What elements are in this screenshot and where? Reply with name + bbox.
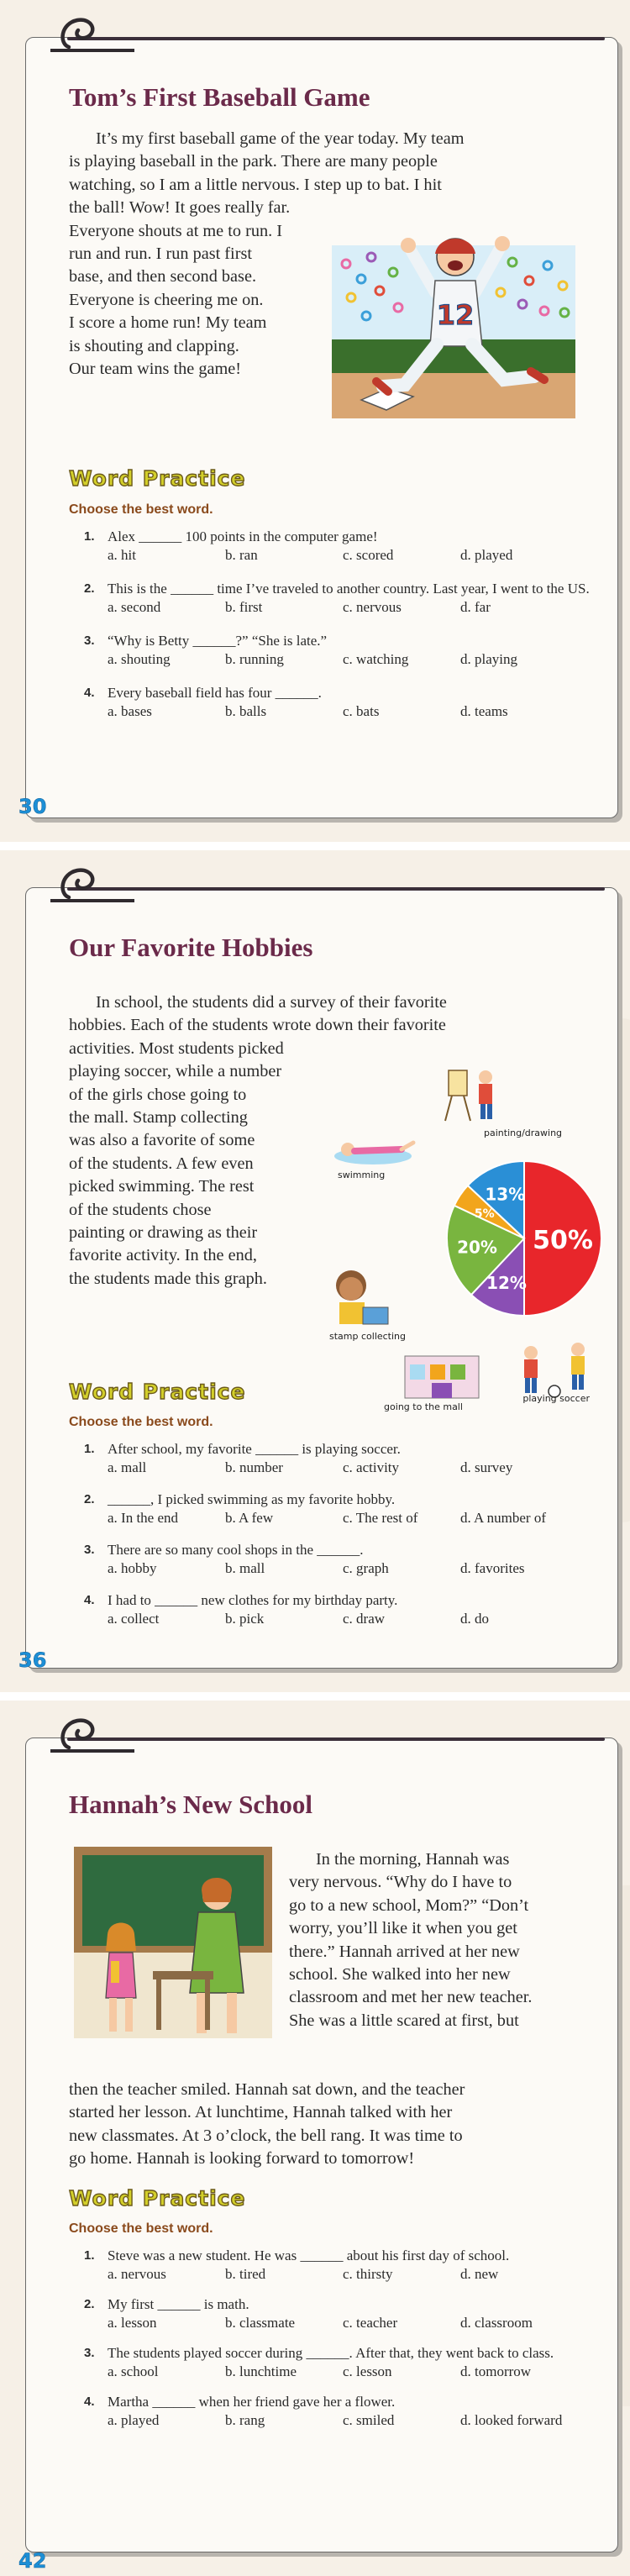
answer-option[interactable]: c. watching bbox=[343, 651, 409, 667]
jersey-number: 12 bbox=[436, 299, 475, 331]
pie-value-label: 12% bbox=[486, 1273, 527, 1293]
answer-option[interactable]: d. classroom bbox=[460, 2315, 533, 2331]
story-line: Everyone shouts at me to run. I bbox=[69, 221, 283, 240]
pie-value-label: 50% bbox=[533, 1226, 593, 1255]
baseball-player-illustration bbox=[328, 220, 580, 420]
page-number: 42 bbox=[18, 2549, 47, 2573]
answer-option[interactable]: b. pick bbox=[225, 1611, 265, 1627]
story-line: go to a new school, Mom?” “Don’t bbox=[289, 1895, 529, 1915]
story-line: the mall. Stamp collecting bbox=[69, 1108, 248, 1128]
question-stem: Alex ______ 100 points in the computer game! bbox=[108, 528, 378, 544]
story-title: Hannah’s New School bbox=[69, 1790, 312, 1819]
answer-options bbox=[108, 2411, 596, 2430]
question-item bbox=[84, 2393, 596, 2430]
answer-option[interactable]: d. do bbox=[460, 1611, 489, 1627]
story-line: hobbies. Each of the students wrote down their favorite bbox=[69, 1016, 446, 1035]
answer-option[interactable]: b. classmate bbox=[225, 2315, 296, 2331]
question-number: 4. bbox=[84, 1593, 95, 1607]
word-practice-instruction: Choose the best word. bbox=[69, 502, 213, 517]
answer-options bbox=[108, 1559, 596, 1578]
answer-option[interactable]: c. thirsty bbox=[343, 2266, 393, 2282]
story-line: of the girls chose going to bbox=[69, 1085, 247, 1104]
classroom-illustration bbox=[72, 1845, 274, 2040]
question-number: 2. bbox=[84, 1492, 95, 1506]
story-line: In school, the students did a survey of their favorite bbox=[96, 993, 447, 1012]
answer-options bbox=[108, 2314, 596, 2332]
question-item bbox=[84, 2247, 596, 2284]
answer-option[interactable]: b. first bbox=[225, 599, 263, 615]
question-number: 3. bbox=[84, 633, 95, 648]
question-number: 1. bbox=[84, 1442, 95, 1456]
answer-options bbox=[108, 1610, 596, 1628]
answer-option[interactable]: d. tomorrow bbox=[460, 2363, 532, 2379]
question-item bbox=[84, 528, 596, 565]
answer-option[interactable]: a. played bbox=[108, 2412, 160, 2428]
story-line: of the students. A few even bbox=[69, 1154, 254, 1173]
story-text-part-1 bbox=[289, 1848, 601, 2032]
answer-option[interactable]: b. mall bbox=[225, 1560, 265, 1576]
pie-category-label: swimming bbox=[338, 1170, 386, 1180]
answer-option[interactable]: a. bases bbox=[108, 703, 152, 719]
word-practice-instruction: Choose the best word. bbox=[69, 1415, 213, 1429]
question-stem: ______, I picked swimming as my favorite hobby. bbox=[108, 1491, 396, 1507]
story-line: was also a favorite of some bbox=[69, 1131, 255, 1150]
question-list bbox=[84, 2247, 596, 2442]
answer-option[interactable]: c. smiled bbox=[343, 2412, 395, 2428]
story-line: go home. Hannah is looking forward to tomorrow! bbox=[69, 2149, 415, 2169]
answer-option[interactable]: a. shouting bbox=[108, 651, 171, 667]
question-number: 1. bbox=[84, 2248, 95, 2263]
story-line: the students made this graph. bbox=[69, 1269, 268, 1288]
answer-option[interactable]: a. In the end bbox=[108, 1510, 179, 1526]
answer-option[interactable]: d. survey bbox=[460, 1459, 513, 1475]
answer-option[interactable]: b. lunchtime bbox=[225, 2363, 297, 2379]
question-number: 4. bbox=[84, 686, 95, 700]
story-line: She was a little scared at first, but bbox=[289, 2011, 519, 2030]
word-practice-title: Word Practice bbox=[69, 2186, 246, 2211]
answer-option[interactable]: c. teacher bbox=[343, 2315, 398, 2331]
answer-option[interactable]: c. draw bbox=[343, 1611, 386, 1627]
pie-value-label: 13% bbox=[485, 1184, 526, 1205]
answer-option[interactable]: a. hit bbox=[108, 547, 136, 563]
answer-option[interactable]: b. balls bbox=[225, 703, 267, 719]
question-number: 3. bbox=[84, 1543, 95, 1557]
story-line: In the morning, Hannah was bbox=[316, 1850, 510, 1869]
pie-category-label: going to the mall bbox=[384, 1401, 463, 1412]
question-item bbox=[84, 1591, 596, 1628]
answer-options bbox=[108, 598, 596, 617]
top-rule bbox=[67, 887, 605, 891]
answer-option[interactable]: c. lesson bbox=[343, 2363, 392, 2379]
story-line: classroom and met her new teacher. bbox=[289, 1988, 533, 2007]
question-item bbox=[84, 1490, 596, 1527]
answer-option[interactable]: d. far bbox=[460, 599, 491, 615]
question-number: 1. bbox=[84, 529, 95, 544]
answer-option[interactable]: c. The rest of bbox=[343, 1510, 418, 1526]
question-number: 2. bbox=[84, 2297, 95, 2311]
story-line: the ball! Wow! It goes really far. bbox=[69, 198, 291, 218]
question-stem: This is the ______ time I’ve traveled to another country. Last year, I went to the US. bbox=[108, 581, 590, 597]
answer-option[interactable]: c. scored bbox=[343, 547, 394, 563]
story-line: there.” Hannah arrived at her new bbox=[289, 1942, 520, 1961]
story-line: It’s my first baseball game of the year today. My team bbox=[96, 129, 465, 148]
answer-option[interactable]: a. second bbox=[108, 599, 161, 615]
answer-option[interactable]: a. lesson bbox=[108, 2315, 157, 2331]
answer-option[interactable]: b. ran bbox=[225, 547, 258, 563]
page-baseball bbox=[0, 0, 630, 842]
question-stem: I had to ______ new clothes for my birthday party. bbox=[108, 1592, 398, 1608]
answer-option[interactable]: d. played bbox=[460, 547, 513, 563]
answer-option[interactable]: a. mall bbox=[108, 1459, 147, 1475]
page-number: 36 bbox=[18, 1648, 47, 1672]
story-line: very nervous. “Why do I have to bbox=[289, 1873, 512, 1892]
answer-option[interactable]: b. tired bbox=[225, 2266, 266, 2282]
story-line: I score a home run! My team bbox=[69, 313, 267, 333]
question-item bbox=[84, 632, 596, 669]
answer-option[interactable]: a. hobby bbox=[108, 1560, 157, 1576]
story-line: picked swimming. The rest bbox=[69, 1177, 255, 1196]
word-practice-instruction: Choose the best word. bbox=[69, 2221, 213, 2236]
question-stem: “Why is Betty ______?” “She is late.” bbox=[108, 633, 328, 649]
story-line: worry, you’ll like it when you get bbox=[289, 1919, 517, 1938]
question-item bbox=[84, 1440, 596, 1477]
pie-category-label: stamp collecting bbox=[329, 1331, 407, 1342]
question-stem: My first ______ is math. bbox=[108, 2296, 249, 2312]
answer-options bbox=[108, 650, 596, 669]
hook-icon bbox=[25, 1707, 134, 1756]
question-stem: After school, my favorite ______ is playing soccer. bbox=[108, 1441, 401, 1457]
story-line: Everyone is cheering me on. bbox=[69, 290, 264, 309]
answer-option[interactable]: d. A number of bbox=[460, 1510, 546, 1526]
answer-option[interactable]: a. school bbox=[108, 2363, 159, 2379]
question-item bbox=[84, 1541, 596, 1578]
story-line: school. She walked into her new bbox=[289, 1965, 511, 1985]
answer-option[interactable]: b. A few bbox=[225, 1510, 274, 1526]
word-practice-title: Word Practice bbox=[69, 466, 246, 491]
story-line: base, and then second base. bbox=[69, 267, 257, 287]
answer-options bbox=[108, 1509, 596, 1527]
answer-option[interactable]: c. activity bbox=[343, 1459, 400, 1475]
story-text-part-2 bbox=[69, 2079, 598, 2171]
answer-options bbox=[108, 2363, 596, 2381]
story-line: run and run. I run past first bbox=[69, 244, 252, 264]
question-stem: There are so many cool shops in the ______. bbox=[108, 1542, 364, 1558]
word-practice-title: Word Practice bbox=[69, 1380, 246, 1404]
question-number: 3. bbox=[84, 2346, 95, 2360]
answer-option[interactable]: a. collect bbox=[108, 1611, 160, 1627]
question-item bbox=[84, 2295, 596, 2332]
top-rule bbox=[67, 37, 605, 40]
story-line: painting or drawing as their bbox=[69, 1223, 258, 1243]
page-school bbox=[0, 1701, 630, 2576]
story-line: of the students chose bbox=[69, 1200, 212, 1219]
answer-option[interactable]: b. running bbox=[225, 651, 284, 667]
question-stem: Martha ______ when her friend gave her a flower. bbox=[108, 2394, 396, 2410]
hobbies-pie-chart bbox=[329, 1062, 615, 1423]
story-line: is shouting and clapping. bbox=[69, 336, 239, 355]
pie-value-label: 20% bbox=[457, 1237, 497, 1258]
answer-option[interactable]: a. nervous bbox=[108, 2266, 166, 2282]
answer-option[interactable]: d. favorites bbox=[460, 1560, 525, 1576]
top-rule bbox=[67, 1737, 605, 1741]
story-line: favorite activity. In the end, bbox=[69, 1246, 257, 1265]
story-line: started her lesson. At lunchtime, Hannah talked with her bbox=[69, 2103, 453, 2122]
story-title: Our Favorite Hobbies bbox=[69, 933, 313, 962]
story-line: Our team wins the game! bbox=[69, 360, 242, 379]
story-line: playing soccer, while a number bbox=[69, 1062, 282, 1081]
hook-icon bbox=[25, 857, 134, 906]
story-line: activities. Most students picked bbox=[69, 1038, 284, 1058]
story-line: watching, so I am a little nervous. I step up to bat. I hit bbox=[69, 175, 442, 194]
story-line: then the teacher smiled. Hannah sat down, and the teacher bbox=[69, 2080, 465, 2099]
story-title: Tom’s First Baseball Game bbox=[69, 82, 370, 112]
question-stem: Every baseball field has four ______. bbox=[108, 685, 322, 701]
question-item bbox=[84, 580, 596, 617]
answer-option[interactable]: b. rang bbox=[225, 2412, 265, 2428]
answer-option[interactable]: d. looked forward bbox=[460, 2412, 563, 2428]
question-number: 2. bbox=[84, 581, 95, 596]
question-number: 4. bbox=[84, 2395, 95, 2409]
answer-option[interactable]: c. graph bbox=[343, 1560, 389, 1576]
answer-option[interactable]: c. nervous bbox=[343, 599, 402, 615]
answer-option[interactable]: d. playing bbox=[460, 651, 517, 667]
answer-options bbox=[108, 1459, 596, 1477]
answer-options bbox=[108, 2265, 596, 2284]
question-stem: The students played soccer during ______. After that, they went back to class. bbox=[108, 2345, 554, 2361]
question-item bbox=[84, 2344, 596, 2381]
question-stem: Steve was a new student. He was ______ about his first day of school. bbox=[108, 2247, 510, 2263]
answer-option[interactable]: d. teams bbox=[460, 703, 508, 719]
pie-category-label: painting/drawing bbox=[484, 1128, 563, 1138]
hook-icon bbox=[25, 7, 134, 55]
question-item bbox=[84, 684, 596, 721]
answer-option[interactable]: c. bats bbox=[343, 703, 380, 719]
story-line: is playing baseball in the park. There are many people bbox=[69, 152, 438, 171]
page-hobbies bbox=[0, 850, 630, 1692]
story-line: new classmates. At 3 o’clock, the bell rang. It was time to bbox=[69, 2126, 463, 2145]
question-list bbox=[84, 1440, 596, 1642]
answer-option[interactable]: b. number bbox=[225, 1459, 283, 1475]
answer-option[interactable]: d. new bbox=[460, 2266, 499, 2282]
answer-options bbox=[108, 702, 596, 721]
pie-value-label: 5% bbox=[474, 1207, 495, 1221]
page-number: 30 bbox=[18, 795, 47, 818]
question-list bbox=[84, 528, 596, 736]
answer-options bbox=[108, 546, 596, 565]
pie-category-label: playing soccer bbox=[522, 1393, 590, 1404]
